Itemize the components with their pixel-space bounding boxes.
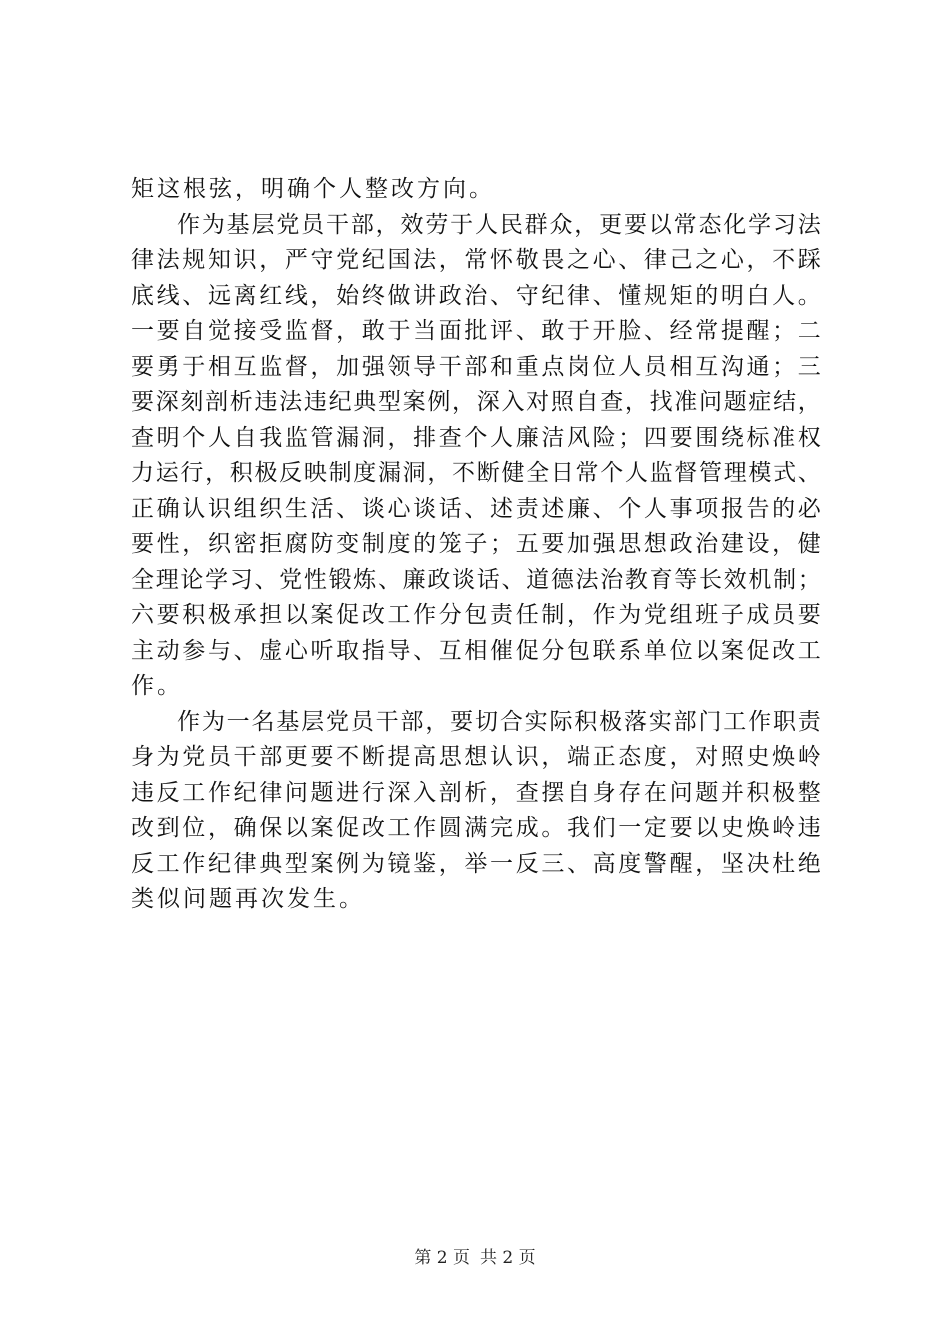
text-line: 查明个人自我监管漏洞，排查个人廉洁风险；四要围绕标准权: [131, 424, 821, 451]
text-line: 反工作纪律典型案例为镜鉴，举一反三、高度警醒，坚决杜绝: [131, 850, 821, 877]
text-line: 矩这根弦，明确个人整改方向。: [131, 176, 495, 202]
page-number: 第 2 页: [414, 1248, 470, 1268]
document-body: [131, 172, 821, 918]
text-line: 作为基层党员干部，效劳于人民群众，更要以常态化学习法: [177, 211, 821, 238]
text-line: 要性，织密拒腐防变制度的笼子；五要加强思想政治建设，健: [131, 531, 821, 557]
text-line: 律法规知识，严守党纪国法，常怀敬畏之心、律己之心，不踩: [131, 247, 821, 273]
text-line: 一要自觉接受监督，敢于当面批评、敢于开脸、经常提醒；二: [131, 318, 821, 344]
paragraph: [131, 208, 821, 705]
text-line: 类似问题再次发生。: [131, 886, 365, 912]
text-line: 要勇于相互监督，加强领导干部和重点岗位人员相互沟通；三: [131, 353, 821, 380]
text-line: 要深刻剖析违法违纪典型案例，深入对照自查，找准问题症结，: [131, 389, 821, 415]
text-line: 全理论学习、党性锻炼、廉政谈话、道德法治教育等长效机制；: [131, 566, 821, 593]
page-total: 共 2 页: [480, 1248, 536, 1268]
text-line: 主动参与、虚心听取指导、互相催促分包联系单位以案促改工: [131, 637, 821, 664]
text-line: 底线、远离红线，始终做讲政治、守纪律、懂规矩的明白人。: [131, 282, 821, 309]
text-line: 改到位，确保以案促改工作圆满完成。我们一定要以史焕岭违: [131, 815, 821, 841]
text-line: 作为一名基层党员干部，要切合实际积极落实部门工作职责: [177, 708, 821, 735]
text-line: 力运行，积极反映制度漏洞，不断健全日常个人监督管理模式、: [131, 460, 821, 486]
page-footer: [0, 1243, 950, 1268]
text-line: 作。: [131, 673, 183, 699]
text-line: 六要积极承担以案促改工作分包责任制，作为党组班子成员要: [131, 602, 821, 628]
paragraph: [131, 705, 821, 918]
text-line: 违反工作纪律问题进行深入剖析，查摆自身存在问题并积极整: [131, 779, 821, 806]
text-line: 身为党员干部更要不断提高思想认识，端正态度，对照史焕岭: [131, 744, 821, 770]
text-line: 正确认识组织生活、谈心谈话、述责述廉、个人事项报告的必: [131, 495, 821, 522]
paragraph: [131, 172, 821, 208]
